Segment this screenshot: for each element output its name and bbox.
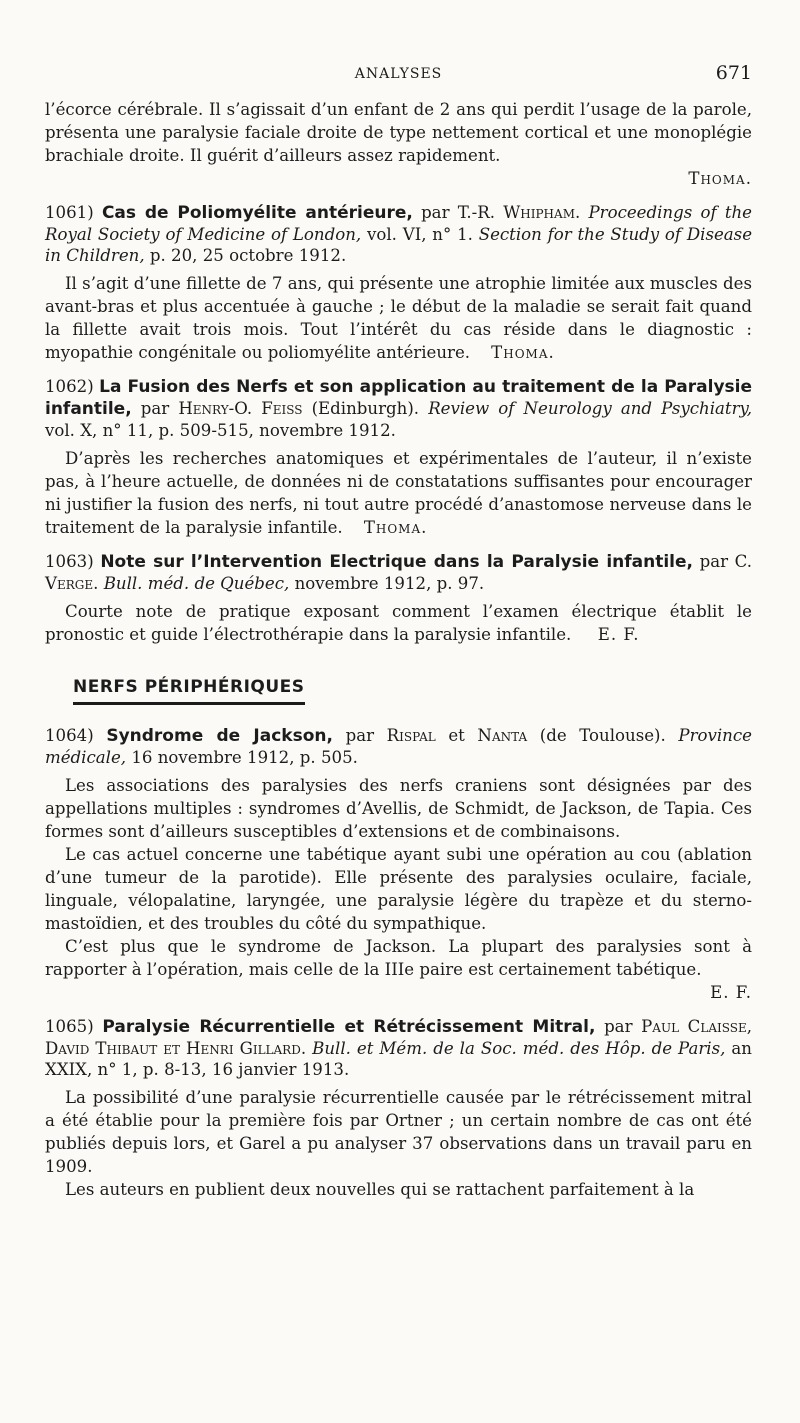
entry-pages: 16 novembre 1912, p. 505. (131, 748, 358, 767)
entry-number: 1065) (45, 1017, 94, 1036)
entry-1062-reference (45, 376, 752, 441)
entry-title: Note sur l’Intervention Electrique dans la Paralysie infantile, (100, 552, 693, 572)
entry-journal: Proceedings of the Royal Society of Medicine of London, (45, 203, 752, 244)
entry-by: par (699, 552, 729, 571)
entry-1063 (45, 551, 752, 646)
entry-1063-body (45, 600, 752, 646)
running-title: ANALYSES (354, 66, 443, 82)
page-body (45, 98, 752, 1201)
entry-1061 (45, 202, 752, 364)
entry-authors: C. Verge. (45, 552, 753, 593)
entry-1061-reference (45, 202, 752, 266)
entry-authors: T.-R. Whipham. (457, 203, 581, 222)
entry-1062-body (45, 447, 752, 539)
entry-1061-body (45, 272, 752, 364)
entry-body-text: Il s’agit d’une fillette de 7 ans, qui présente une atrophie limitée aux muscles des avant-bras et plus accentuée à gauche ; le début de la maladie se serait fait quand la fillette avait trois mois. Tout l’intérêt du cas réside dans le diagnostic : myopathie congénitale ou poliomyélite antérieure. (45, 274, 752, 362)
entry-1065-paragraph-1: La possibilité d’une paralysie récurrentielle causée par le rétrécissement mitral a été établie pour la première fois par Ortner ; un certain nombre de cas ont été publiés depuis lors, et Garel a pu analyser 37 observations dans un travail paru en 1909. (45, 1088, 752, 1176)
entry-section: Section for the Study of Disease in Children, (45, 225, 753, 265)
entry-number: 1064) (45, 726, 94, 745)
entry-1063-reference (45, 551, 752, 594)
entry-pages: novembre 1912, p. 97. (294, 574, 485, 593)
entry-place: (de Toulouse). (539, 726, 666, 745)
entry-number: 1062) (45, 377, 94, 396)
entry-number: 1061) (45, 203, 94, 222)
entry-title: Paralysie Récurrentielle et Rétrécissement Mitral, (102, 1017, 596, 1037)
entry-1062 (45, 376, 752, 539)
entry-volume: vol. VI, n° 1. (366, 225, 473, 244)
entry-1064 (45, 725, 752, 1004)
entry-and: et (448, 726, 465, 745)
entry-place: (Edinburgh). (311, 399, 420, 418)
entry-title: Cas de Poliomyélite antérieure, (101, 203, 413, 223)
entry-by: par (421, 203, 450, 222)
entry-journal: Bull. méd. de Québec, (103, 574, 290, 593)
entry-by: par (140, 399, 170, 418)
intro-signature: Thoma. (688, 169, 752, 188)
entry-journal: Province médicale, (45, 726, 752, 767)
entry-signature: Thoma. (491, 343, 555, 362)
entry-authors: Paul Claisse, David Thibaut et Henri Gillard. (45, 1017, 753, 1058)
entry-body-text: Courte note de pratique exposant comment l’examen électrique établit le pronostic et guide l’électrothérapie dans la paralysie infantile. (45, 602, 752, 644)
running-header (45, 60, 752, 90)
entry-by: par (345, 726, 375, 745)
entry-title: La Fusion des Nerfs et son application au traitement de la Paralysie infantile, (45, 377, 752, 419)
entry-author-2: Nanta (477, 726, 528, 745)
entry-1065 (45, 1016, 752, 1201)
entry-1065-reference (45, 1016, 752, 1080)
entry-signature: E. F. (710, 983, 752, 1002)
entry-1065-paragraph-2: Les auteurs en publient deux nouvelles qui se rattachent parfaitement à la (65, 1180, 695, 1199)
entry-number: 1063) (45, 552, 94, 571)
entry-pages: vol. X, n° 11, p. 509-515, novembre 1912. (45, 421, 396, 440)
entry-1064-paragraph-2: Le cas actuel concerne une tabétique ayant subi une opération au cou (ablation d’une tumeur de la parotide). Elle présente des paralysies oculaire, faciale, linguale, vélopalatine, laryngée, une paralysie légère du trapèze et du sterno-mastoïdien, et des troubles du côté du sympathique. (45, 845, 752, 933)
entry-authors: Henry-O. Feiss (178, 399, 303, 418)
entry-signature: Thoma. (363, 518, 428, 537)
entry-1064-paragraph-1: Les associations des paralysies des nerfs craniens sont désignées par des appellations multiples : syndromes d’Avellis, de Schmidt, de Jackson, de Tapia. Ces formes sont d’ailleurs susceptibles d’extensions et de combinaisons. (45, 776, 752, 841)
entry-body-text: D’après les recherches anatomiques et expérimentales de l’auteur, il n’existe pas, à l’heure actuelle, de données ni de constatations suffisantes pour encourager ni justifier la fusion des nerfs, ni tout autre procédé d’anastomose nerveuse dans le traitement de la paralysie infantile. (45, 449, 752, 537)
page-number: 671 (715, 62, 752, 84)
entry-1064-paragraph-3: C’est plus que le syndrome de Jackson. La plupart des paralysies sont à rapporter à l’opération, mais celle de la IIIe paire est certainement tabétique. (45, 937, 752, 979)
entry-pages: p. 20, 25 octobre 1912. (149, 246, 347, 265)
entry-1064-reference (45, 725, 752, 768)
entry-signature: E. F. (597, 625, 640, 644)
entry-pages: an XXIX, n° 1, p. 8-13, 16 janvier 1913. (45, 1039, 752, 1079)
entry-journal: Review of Neurology and Psychiatry, (428, 399, 752, 418)
intro-paragraph: l’écorce cérébrale. Il s’agissait d’un enfant de 2 ans qui perdit l’usage de la parole, présenta une paralysie faciale droite de type nettement cortical et une monoplégie brachiale droite. Il guérit d’ailleurs assez rapidement. (45, 100, 752, 165)
entry-title: Syndrome de Jackson, (106, 726, 333, 746)
entry-by: par (604, 1017, 633, 1036)
entry-journal: Bull. et Mém. de la Soc. méd. des Hôp. de Paris, (312, 1039, 726, 1058)
entry-author-1: Rispal (386, 726, 436, 745)
section-heading: NERFS PÉRIPHÉRIQUES (73, 676, 305, 705)
